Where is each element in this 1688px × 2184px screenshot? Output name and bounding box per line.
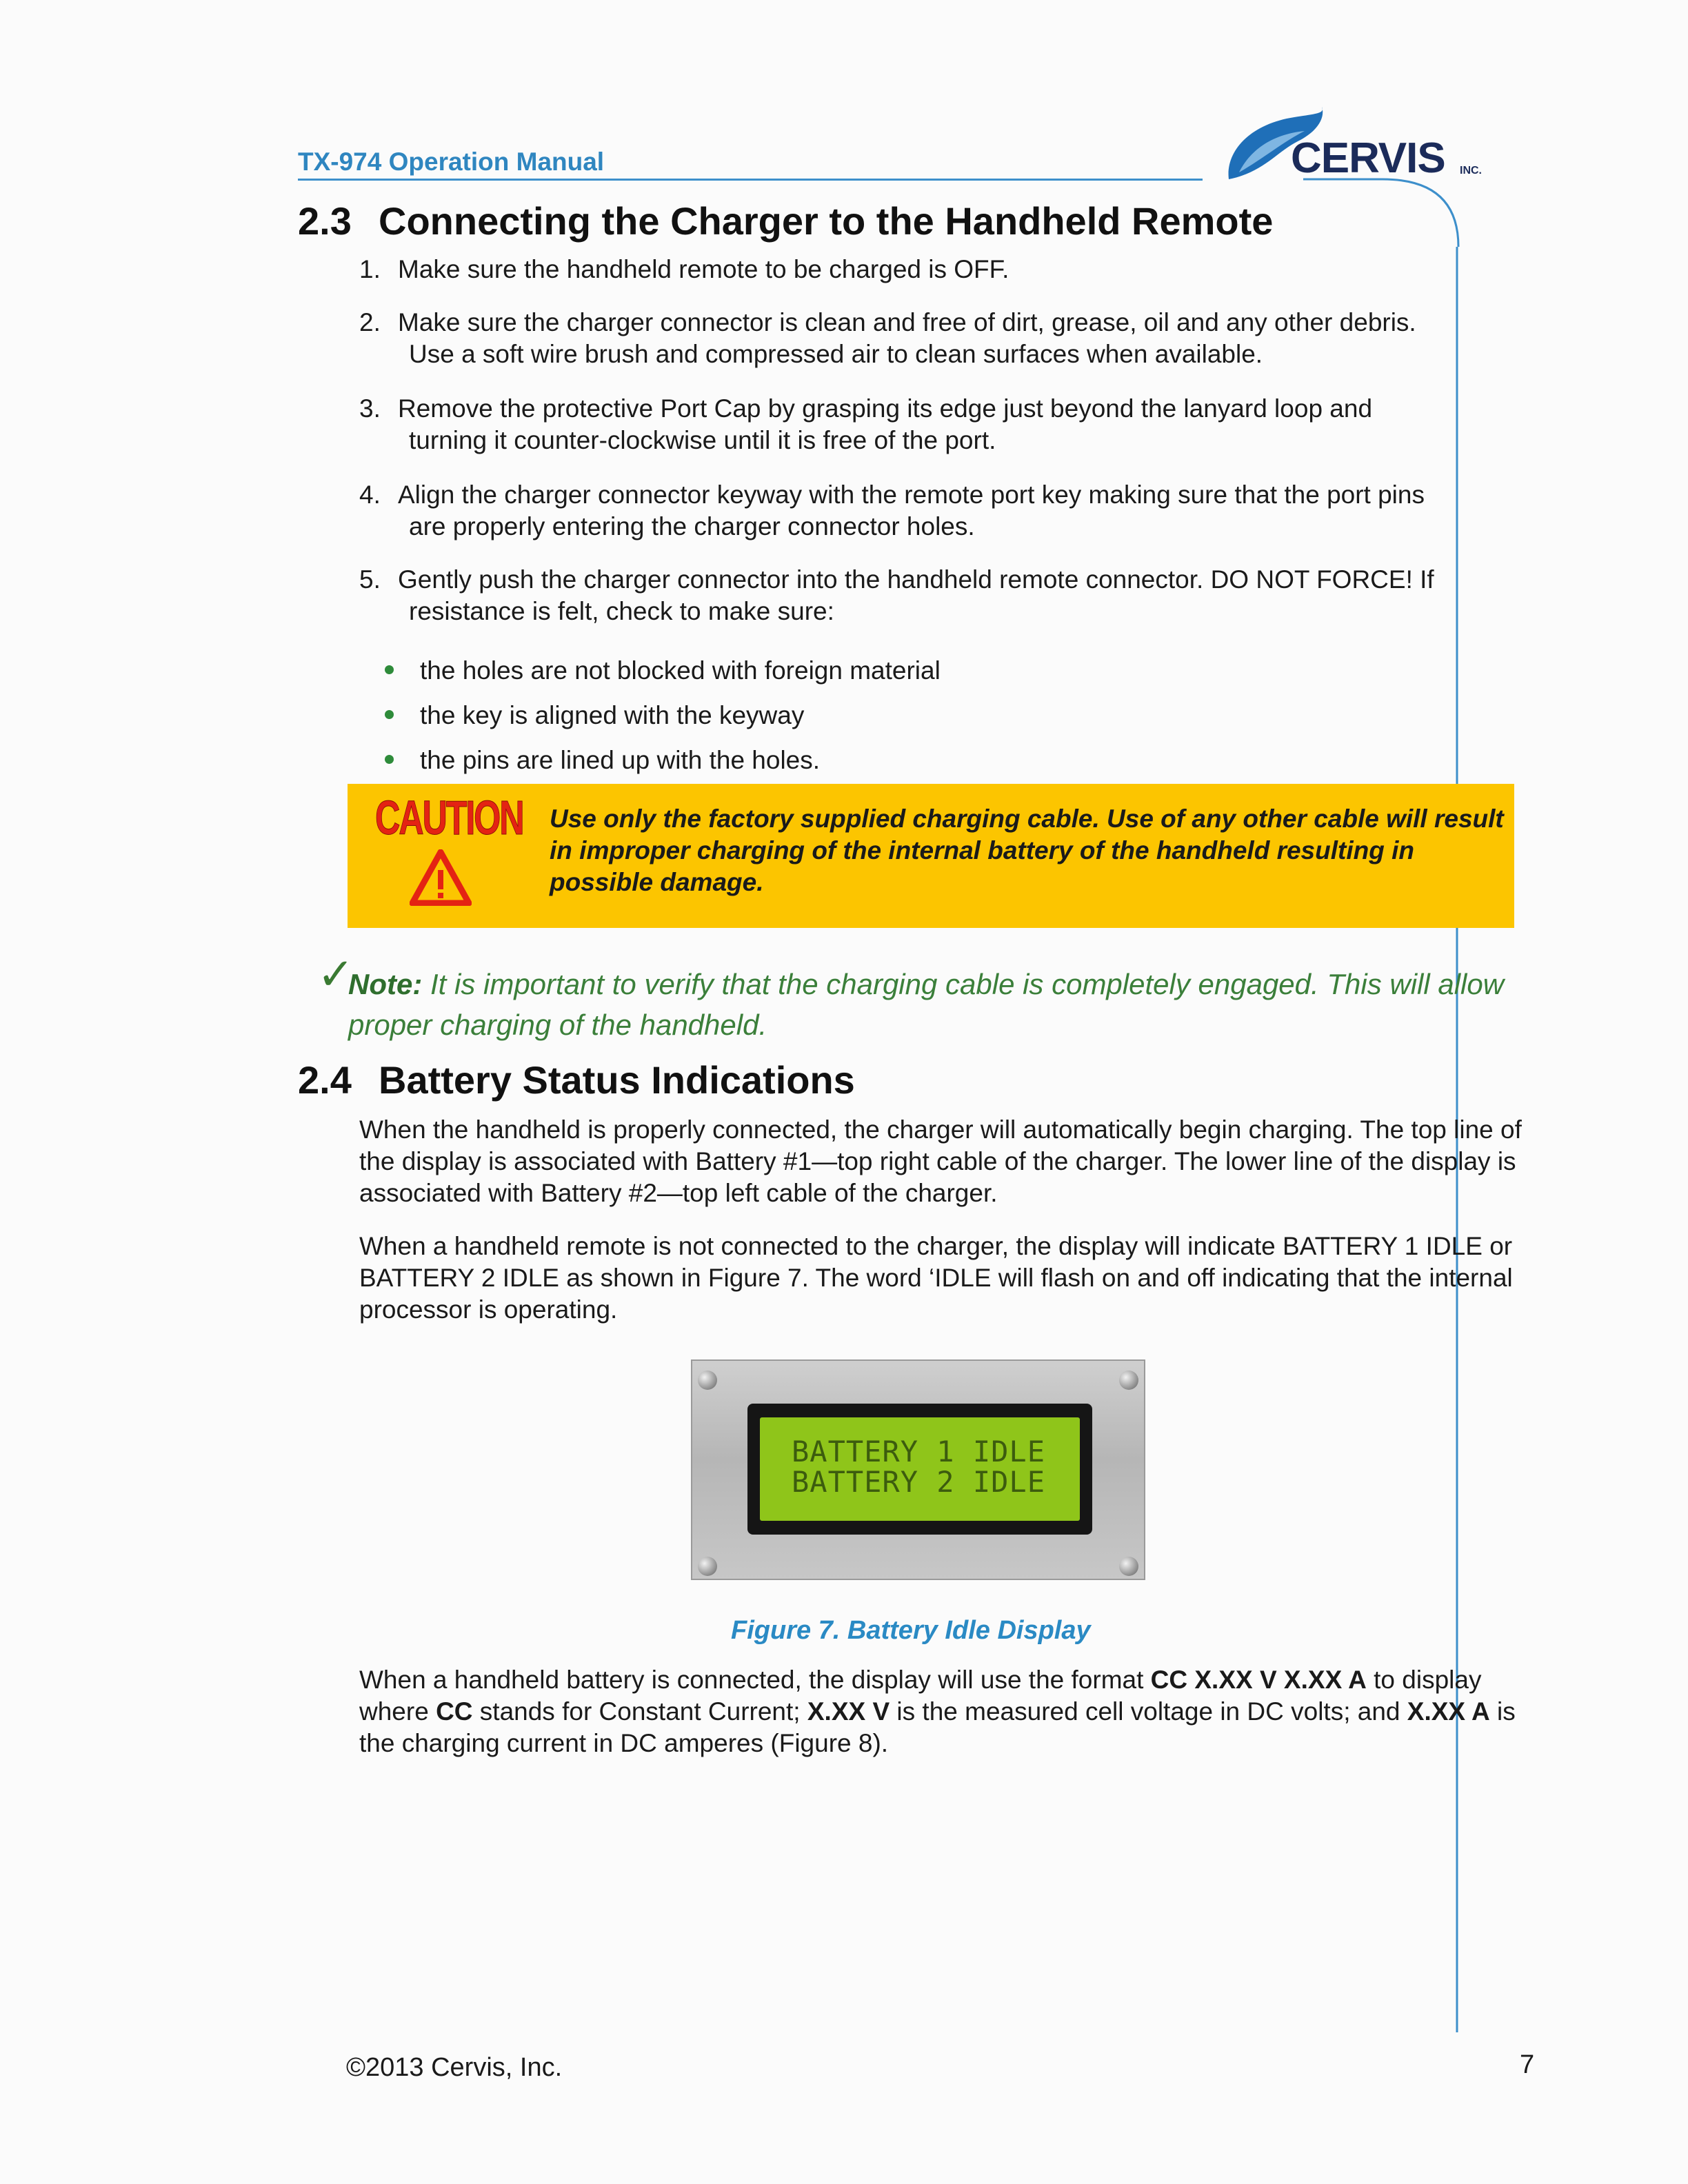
screw-icon [1119,1557,1138,1576]
logo-wordmark: CERVIS [1291,134,1445,182]
format-code: CC [436,1697,473,1726]
page-number: 7 [1520,2050,1535,2079]
bullet-dot-icon [385,755,394,764]
bullet-dot-icon [385,710,394,719]
step-1 [359,254,1531,285]
screw-icon [698,1557,717,1576]
screw-icon [1119,1371,1138,1390]
lcd-line-2: BATTERY 2 IDLE [792,1465,1046,1499]
step-continuation: Use a soft wire brush and compressed air to clean surfaces when available. [409,340,1263,368]
section-number: 2.4 [298,1058,352,1102]
footer-copyright: ©2013 Cervis, Inc. [346,2053,563,2082]
paragraph: When the handheld is properly connected, the charger will automatically begin charging. The top line of the display is associated with Battery #1—top right cable of the charger. The lower line of the display is associated with Battery #2—top left cable of the charger. [359,1115,1522,1207]
document-title: TX-974 Operation Manual [298,148,605,176]
step-continuation: turning it counter-clockwise until it is free of the port. [409,426,996,454]
step-text: Gently push the charger connector into the handheld remote connector. DO NOT FORCE! If [398,565,1434,594]
bullet-item [385,655,941,687]
caution-text: Use only the factory supplied charging cable. Use of any other cable will result in improper charging of the internal battery of the handheld resulting in possible damage. [550,805,1504,896]
step-number: 1. [359,255,381,283]
section-title: Connecting the Charger to the Handheld Remote [379,199,1274,243]
step-4 [359,479,1531,543]
bullet-dot-icon [385,665,394,674]
bullet-text: the pins are lined up with the holes. [420,746,821,774]
text-run: to display where [359,1666,1482,1726]
bullet-item [385,745,820,776]
bullet-text: the holes are not blocked with foreign material [420,656,941,685]
lcd-line-1: BATTERY 1 IDLE [792,1435,1046,1468]
step-text: Make sure the charger connector is clean and free of dirt, grease, oil and any other debris. [398,308,1416,336]
format-code: X.XX A [1407,1697,1490,1726]
bullet-item [385,700,804,731]
paragraph: When a handheld remote is not connected to the charger, the display will indicate BATTERY 1 IDLE or BATTERY 2 IDLE as shown in Figure 7. The word ‘IDLE will flash on and off indicating that the internal processor is operating. [359,1232,1513,1324]
section-heading-2-3 [298,199,1273,243]
caution-label: CAUTION [375,791,523,845]
step-text: Make sure the handheld remote to be charged is OFF. [398,255,1009,283]
warning-triangle-icon [410,849,472,906]
lcd-screen [760,1417,1080,1521]
note-text: It is important to verify that the charging cable is completely engaged. This will allow proper charging of the handheld. [348,968,1505,1041]
step-number: 3. [359,394,381,423]
text-run: stands for Constant Current; [472,1697,807,1726]
step-number: 2. [359,308,381,336]
bullet-text: the key is aligned with the keyway [420,701,805,729]
step-text: Align the charger connector keyway with the remote port key making sure that the port pins [398,481,1425,509]
step-5 [359,564,1531,627]
note-label: Note: [348,968,423,1000]
step-3 [359,393,1531,456]
note [348,964,1534,1045]
step-number: 4. [359,481,381,509]
paragraph [359,1664,1540,1759]
checkmark-icon: ✓ [317,949,354,999]
lcd-display-photo [691,1359,1145,1580]
header-rule [298,179,1203,181]
step-text: Remove the protective Port Cap by grasping its edge just beyond the lanyard loop and [398,394,1373,423]
logo-suffix: INC. [1460,165,1482,176]
format-code: X.XX V [807,1697,890,1726]
step-2 [359,307,1531,370]
section-title: Battery Status Indications [379,1058,855,1102]
section-number: 2.3 [298,199,352,243]
figure-caption: Figure 7. Battery Idle Display [731,1616,1091,1645]
screw-icon [698,1371,717,1390]
step-continuation: resistance is felt, check to make sure: [409,597,834,625]
text-run: is the measured cell voltage in DC volts; and [890,1697,1407,1726]
section-heading-2-4 [298,1058,855,1102]
lcd-bezel [747,1404,1092,1535]
text-run: is the charging current in DC amperes (Figure 8). [359,1697,1516,1757]
text-run: When a handheld battery is connected, the display will use the format [359,1666,1151,1694]
step-number: 5. [359,565,381,594]
format-code: CC X.XX V X.XX A [1150,1666,1367,1694]
step-continuation: are properly entering the charger connector holes. [409,512,975,540]
